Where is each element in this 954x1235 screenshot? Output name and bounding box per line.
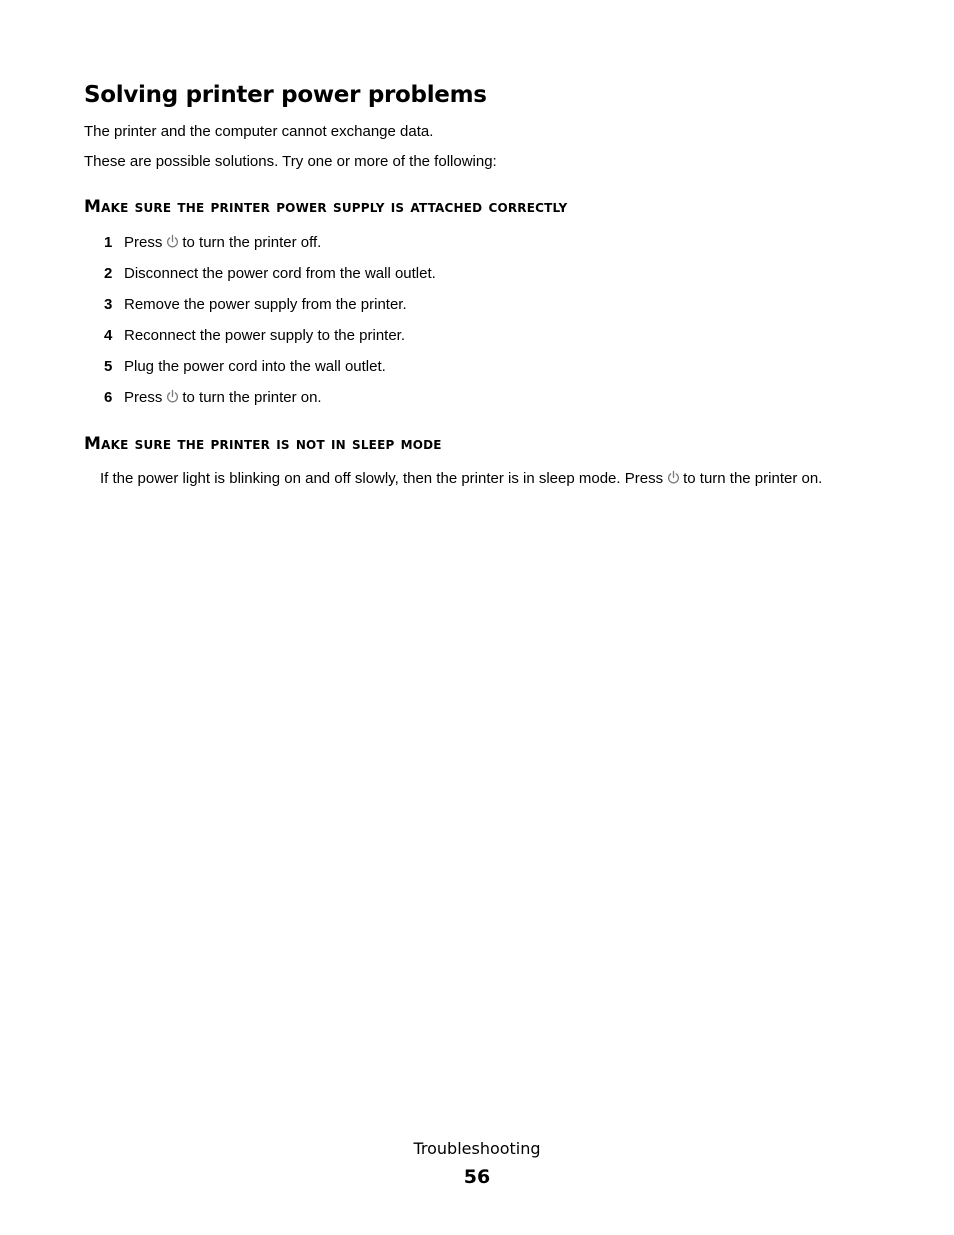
step-number: 4	[104, 327, 113, 344]
step-text: Disconnect the power cord from the wall outlet.	[124, 265, 436, 282]
power-icon	[165, 389, 180, 404]
sleep-mode-text	[100, 468, 822, 490]
step-text-after: to turn the printer off.	[182, 234, 322, 251]
step-item	[100, 232, 436, 263]
step-item	[100, 263, 436, 294]
step-text-before: Press	[124, 234, 163, 251]
step-number: 2	[104, 265, 113, 282]
page-number: 56	[463, 1166, 491, 1188]
step-number: 3	[104, 296, 113, 313]
step-number: 1	[104, 234, 113, 251]
section-heading-sleep-mode: Make sure the printer is not in sleep mode	[84, 434, 442, 454]
section-heading-power-supply: Make sure the printer power supply is attached correctly	[84, 197, 568, 217]
step-number: 5	[104, 358, 113, 375]
step-text: Reconnect the power supply to the printer.	[124, 327, 406, 344]
step-text: Plug the power cord into the wall outlet.	[124, 358, 386, 375]
intro-text: The printer and the computer cannot exchange data.	[84, 123, 434, 140]
sleep-text-before: If the power light is blinking on and off slowly, then the printer is in sleep mode. Press	[100, 470, 664, 487]
step-text-after: to turn the printer on.	[182, 389, 322, 406]
sleep-text-after: to turn the printer on.	[683, 470, 823, 487]
power-icon	[666, 470, 681, 485]
step-item	[100, 325, 436, 356]
page-title: Solving printer power problems	[84, 82, 487, 108]
intro-solutions-text: These are possible solutions. Try one or more of the following:	[84, 153, 497, 170]
step-item	[100, 387, 436, 418]
step-item	[100, 356, 436, 387]
power-icon	[165, 234, 180, 249]
footer-section-name: Troubleshooting	[413, 1139, 541, 1158]
step-item	[100, 294, 436, 325]
step-text: Remove the power supply from the printer.	[124, 296, 407, 313]
step-number: 6	[104, 389, 113, 406]
step-text-before: Press	[124, 389, 163, 406]
power-supply-steps	[100, 232, 436, 418]
